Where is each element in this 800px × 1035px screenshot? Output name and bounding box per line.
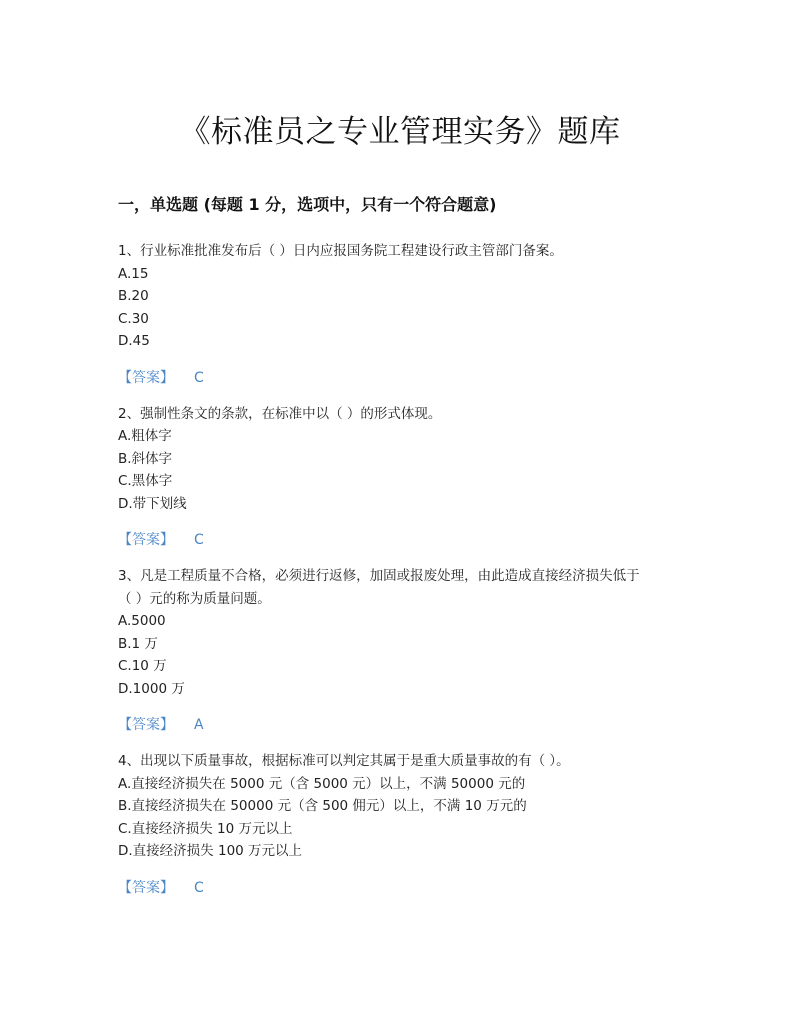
answer-value: C [194, 532, 204, 548]
answer-row [118, 529, 682, 551]
option-b: B.1 万 [118, 635, 158, 652]
option-b: B.20 [118, 288, 149, 304]
question-1 [118, 240, 682, 389]
option-d: D.直接经济损失 100 万元以上 [118, 843, 303, 859]
question-2 [118, 403, 682, 552]
option-a: A.5000 [118, 613, 166, 629]
question-stem: 4、出现以下质量事故，根据标准可以判定其属于是重大质量事故的有（ ）。 [118, 753, 570, 769]
question-list [118, 240, 682, 899]
answer-value: A [194, 717, 204, 733]
option-c: C.30 [118, 310, 149, 327]
answer-label: 【答案】 [118, 717, 174, 733]
question-stem: 2、强制性条文的条款，在标准中以（ ）的形式体现。 [118, 405, 442, 422]
answer-value: C [194, 879, 204, 896]
option-c: C.直接经济损失 10 万元以上 [118, 820, 293, 837]
option-d: D.1000 万 [118, 680, 185, 697]
option-a: A.粗体字 [118, 428, 172, 444]
question-4 [118, 750, 682, 899]
answer-label: 【答案】 [118, 532, 174, 548]
answer-label: 【答案】 [118, 369, 174, 386]
answer-value: C [194, 369, 204, 386]
option-c: C.黑体字 [118, 473, 173, 489]
answer-row [118, 714, 682, 736]
option-b: B.直接经济损失在 50000 元（含 500 佣元）以上，不满 10 万元的 [118, 798, 527, 814]
question-stem [118, 565, 682, 610]
question-stem-line-1: 3、凡是工程质量不合格，必须进行返修，加固或报废处理，由此造成直接经济损失低于 [118, 568, 640, 584]
answer-label: 【答案】 [118, 879, 174, 896]
document-title: 《标准员之专业管理实务》题库 [179, 114, 621, 150]
question-stem: 1、行业标准批准发布后（ ）日内应报国务院工程建设行政主管部门备案。 [118, 243, 563, 259]
section-heading: 一，单选题 (每题 1 分，选项中，只有一个符合题意) [118, 195, 497, 214]
option-d: D.45 [118, 333, 150, 349]
question-3 [118, 565, 682, 736]
question-stem-line-2: （ ）元的称为质量问题。 [118, 590, 271, 607]
option-a: A.15 [118, 265, 149, 282]
answer-row [118, 877, 682, 899]
answer-row [118, 367, 682, 389]
option-c: C.10 万 [118, 658, 167, 674]
option-a: A.直接经济损失在 5000 元（含 5000 元）以上，不满 50000 元的 [118, 775, 526, 792]
option-b: B.斜体字 [118, 450, 173, 467]
option-d: D.带下划线 [118, 495, 187, 512]
